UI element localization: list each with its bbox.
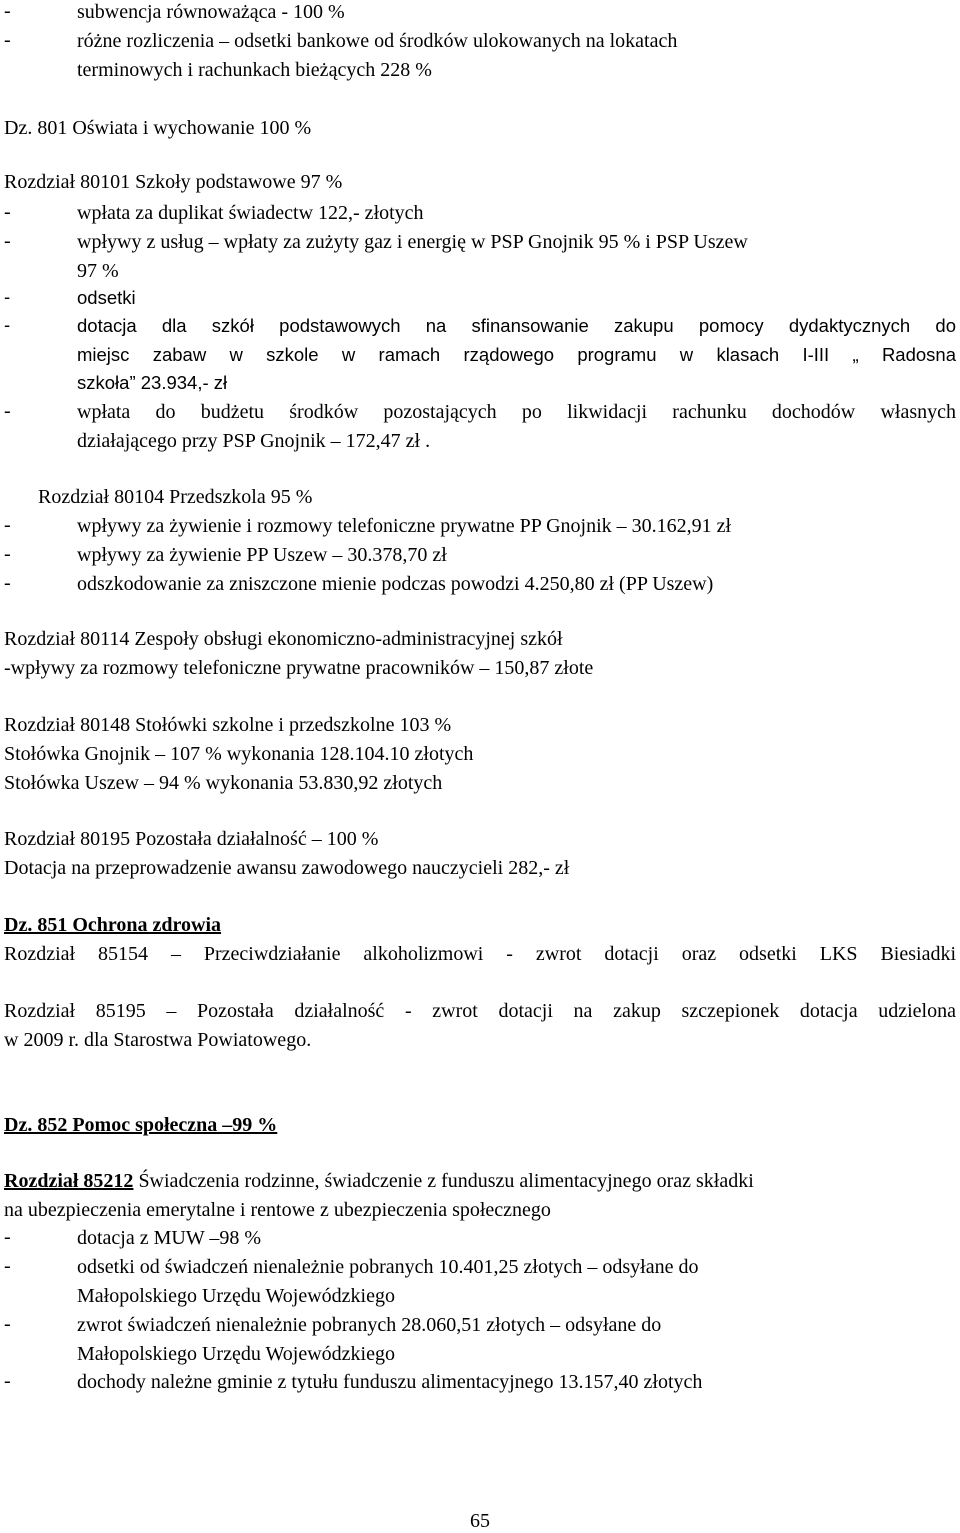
chapter-80195-line: Dotacja na przeprowadzenie awansu zawodowego nauczycieli 282,- zł: [4, 857, 570, 879]
chapter-title-80195: Rozdział 80195 Pozostała działalność – 100 %: [4, 828, 379, 850]
list-item-continuation: terminowych i rachunkach bieżących 228 %: [77, 59, 432, 81]
list-item-continuation: szkoła” 23.934,- zł: [77, 372, 228, 393]
list-item-continuation: miejsc zabaw w szkole w ramach rządowego programu w klasach I-III „ Radosna: [77, 344, 956, 365]
list-item: odsetki: [77, 287, 136, 308]
list-dash: -: [4, 201, 11, 223]
list-item: dochody należne gminie z tytułu funduszu alimentacyjnego 13.157,40 złotych: [77, 1371, 703, 1393]
list-dash: -: [4, 1370, 11, 1392]
list-item: subwencja równoważąca - 100 %: [77, 1, 345, 23]
chapter-85195-line: w 2009 r. dla Starostwa Powiatowego.: [4, 1029, 312, 1051]
chapter-title-80101: Rozdział 80101 Szkoły podstawowe 97 %: [4, 171, 343, 193]
chapter-80148-line: Stołówka Uszew – 94 % wykonania 53.830,92 złotych: [4, 772, 443, 794]
list-item: odsetki od świadczeń nienależnie pobranych 10.401,25 złotych – odsyłane do: [77, 1256, 699, 1278]
page-number: 65: [470, 1510, 490, 1532]
chapter-title-80114: Rozdział 80114 Zespoły obsługi ekonomiczno-administracyjnej szkół: [4, 628, 563, 650]
list-item: wpłata za duplikat świadectw 122,- złotych: [77, 202, 424, 224]
chapter-85195-line: Rozdział 85195 – Pozostała działalność - zwrot dotacji na zakup szczepionek dotacja udzielona: [4, 1000, 956, 1022]
list-item-continuation: działającego przy PSP Gnojnik – 172,47 zł .: [77, 430, 431, 452]
list-dash: -: [4, 1226, 11, 1248]
list-dash: -: [4, 0, 11, 22]
chapter-80114-line: -wpływy za rozmowy telefoniczne prywatne pracowników – 150,87 złote: [4, 657, 594, 679]
section-title-dz801: Dz. 801 Oświata i wychowanie 100 %: [4, 117, 312, 139]
list-dash: -: [4, 230, 11, 252]
section-title-dz852: Dz. 852 Pomoc społeczna –99 %: [4, 1114, 278, 1136]
list-item: odszkodowanie za zniszczone mienie podczas powodzi 4.250,80 zł (PP Uszew): [77, 573, 714, 595]
list-item: wpłata do budżetu środków pozostających po likwidacji rachunku dochodów własnych: [77, 401, 956, 423]
chapter-80148-line: Stołówka Gnojnik – 107 % wykonania 128.104.10 złotych: [4, 743, 474, 765]
list-item: dotacja dla szkół podstawowych na sfinansowanie zakupu pomocy dydaktycznych do: [77, 315, 956, 336]
chapter-label-85212: Rozdział 85212: [4, 1170, 134, 1192]
list-dash: -: [4, 1313, 11, 1335]
list-item: wpływy za żywienie i rozmowy telefoniczne prywatne PP Gnojnik – 30.162,91 zł: [77, 515, 732, 537]
list-dash: -: [4, 514, 11, 536]
list-item-continuation: 97 %: [77, 260, 119, 282]
list-item: wpływy za żywienie PP Uszew – 30.378,70 zł: [77, 544, 447, 566]
chapter-title-80148: Rozdział 80148 Stołówki szkolne i przedszkolne 103 %: [4, 714, 452, 736]
list-dash: -: [4, 572, 11, 594]
list-item: dotacja z MUW –98 %: [77, 1227, 262, 1249]
list-item-continuation: Małopolskiego Urzędu Wojewódzkiego: [77, 1285, 395, 1307]
chapter-title-rest: Świadczenia rodzinne, świadczenie z funduszu alimentacyjnego oraz składki: [138, 1170, 754, 1192]
list-dash: -: [4, 543, 11, 565]
list-item-continuation: Małopolskiego Urzędu Wojewódzkiego: [77, 1343, 395, 1365]
chapter-title-85212-line2: na ubezpieczenia emerytalne i rentowe z ubezpieczenia społecznego: [4, 1199, 551, 1221]
chapter-title-85212: [4, 1169, 754, 1193]
list-dash: -: [4, 29, 11, 51]
list-dash: -: [4, 314, 11, 335]
list-item: różne rozliczenia – odsetki bankowe od środków ulokowanych na lokatach: [77, 30, 678, 52]
chapter-85154-line: Rozdział 85154 – Przeciwdziałanie alkoholizmowi - zwrot dotacji oraz odsetki LKS Biesiadki: [4, 943, 956, 965]
section-title-dz851: Dz. 851 Ochrona zdrowia: [4, 914, 222, 936]
list-item: zwrot świadczeń nienależnie pobranych 28.060,51 złotych – odsyłane do: [77, 1314, 662, 1336]
list-dash: -: [4, 400, 11, 422]
list-dash: -: [4, 286, 11, 307]
list-dash: -: [4, 1255, 11, 1277]
chapter-title-80104: Rozdział 80104 Przedszkola 95 %: [38, 486, 313, 508]
list-item: wpływy z usług – wpłaty za zużyty gaz i energię w PSP Gnojnik 95 % i PSP Uszew: [77, 231, 748, 253]
